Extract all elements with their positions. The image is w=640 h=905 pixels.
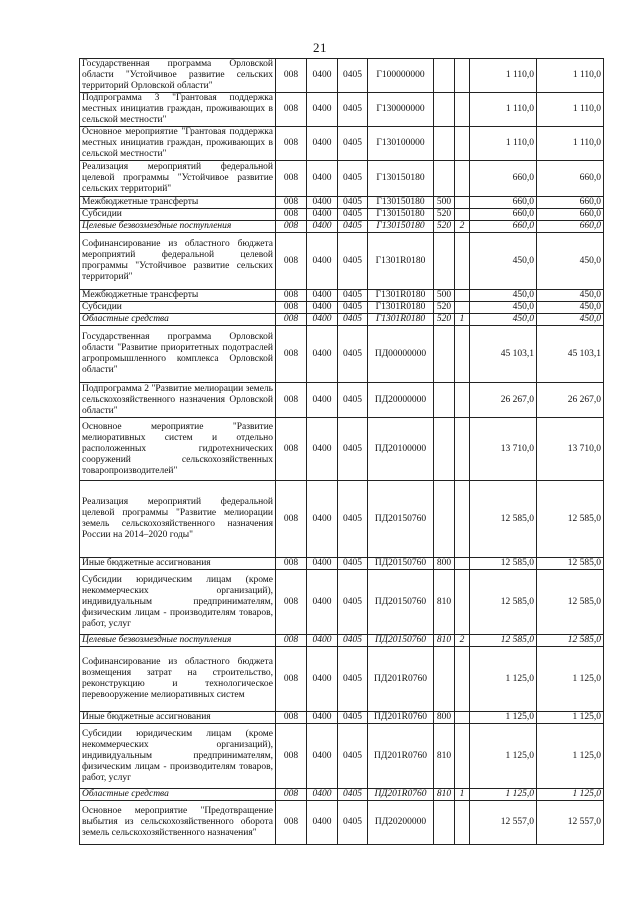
row-amount-year2: 1 110,0: [537, 59, 604, 93]
row-amount-year2: 660,0: [537, 161, 604, 197]
row-section-code: 0400: [307, 59, 338, 93]
row-section-code: 0400: [307, 635, 338, 647]
row-name: Межбюджетные трансферты: [80, 197, 276, 209]
row-amount-year1: 450,0: [470, 314, 537, 326]
row-target-article: Г130150180: [368, 197, 434, 209]
row-section-code: 0400: [307, 789, 338, 801]
row-name: Целевые безвозмездные поступления: [80, 635, 276, 647]
table-row: [80, 209, 604, 221]
row-funding-source: [455, 197, 470, 209]
row-amount-year2: 1 110,0: [537, 127, 604, 161]
row-expense-type: [434, 647, 455, 712]
row-subsection-code: 0405: [338, 383, 368, 418]
row-target-article: ПД00000000: [368, 326, 434, 383]
row-ministry-code: 008: [276, 724, 307, 789]
row-ministry-code: 008: [276, 59, 307, 93]
row-amount-year2: 450,0: [537, 302, 604, 314]
row-ministry-code: 008: [276, 314, 307, 326]
row-amount-year1: 1 125,0: [470, 724, 537, 789]
row-amount-year1: 12 585,0: [470, 635, 537, 647]
row-ministry-code: 008: [276, 161, 307, 197]
row-ministry-code: 008: [276, 647, 307, 712]
row-amount-year2: 45 103,1: [537, 326, 604, 383]
row-subsection-code: 0405: [338, 314, 368, 326]
row-section-code: 0400: [307, 558, 338, 570]
row-section-code: 0400: [307, 647, 338, 712]
row-funding-source: [455, 302, 470, 314]
row-subsection-code: 0405: [338, 724, 368, 789]
row-expense-type: 520: [434, 302, 455, 314]
row-funding-source: [455, 383, 470, 418]
table-row: [80, 93, 604, 127]
row-amount-year1: 1 125,0: [470, 647, 537, 712]
row-ministry-code: 008: [276, 570, 307, 635]
row-subsection-code: 0405: [338, 93, 368, 127]
row-name: Субсидии: [80, 209, 276, 221]
row-funding-source: 2: [455, 221, 470, 233]
row-funding-source: [455, 801, 470, 845]
row-amount-year2: 12 585,0: [537, 635, 604, 647]
table-row: [80, 302, 604, 314]
row-amount-year1: 12 557,0: [470, 801, 537, 845]
row-name: Иные бюджетные ассигнования: [80, 712, 276, 724]
row-section-code: 0400: [307, 197, 338, 209]
row-expense-type: [434, 127, 455, 161]
row-amount-year1: 660,0: [470, 221, 537, 233]
row-expense-type: 810: [434, 789, 455, 801]
row-ministry-code: 008: [276, 302, 307, 314]
row-target-article: ПД20100000: [368, 418, 434, 481]
row-target-article: Г130100000: [368, 127, 434, 161]
row-section-code: 0400: [307, 233, 338, 290]
row-amount-year2: 12 585,0: [537, 570, 604, 635]
row-ministry-code: 008: [276, 481, 307, 558]
row-section-code: 0400: [307, 383, 338, 418]
row-name: Основное мероприятие "Предотвращение выбытия из сельскохозяйственного оборота земель сельскохозяйственного назначения": [80, 801, 276, 845]
row-expense-type: 800: [434, 712, 455, 724]
row-amount-year1: 660,0: [470, 161, 537, 197]
row-amount-year2: 1 110,0: [537, 93, 604, 127]
row-funding-source: [455, 558, 470, 570]
row-subsection-code: 0405: [338, 290, 368, 302]
row-subsection-code: 0405: [338, 570, 368, 635]
row-amount-year2: 660,0: [537, 209, 604, 221]
row-expense-type: 800: [434, 558, 455, 570]
row-expense-type: 520: [434, 209, 455, 221]
table-row: [80, 789, 604, 801]
row-subsection-code: 0405: [338, 789, 368, 801]
row-amount-year2: 26 267,0: [537, 383, 604, 418]
row-expense-type: 500: [434, 290, 455, 302]
row-expense-type: 520: [434, 221, 455, 233]
row-subsection-code: 0405: [338, 481, 368, 558]
row-funding-source: [455, 712, 470, 724]
row-funding-source: 2: [455, 635, 470, 647]
row-amount-year2: 660,0: [537, 197, 604, 209]
row-target-article: Г130150180: [368, 209, 434, 221]
row-funding-source: [455, 326, 470, 383]
budget-table-body: [80, 59, 604, 845]
row-subsection-code: 0405: [338, 647, 368, 712]
row-subsection-code: 0405: [338, 127, 368, 161]
row-amount-year2: 1 125,0: [537, 712, 604, 724]
row-amount-year2: 450,0: [537, 233, 604, 290]
row-subsection-code: 0405: [338, 161, 368, 197]
row-subsection-code: 0405: [338, 197, 368, 209]
row-amount-year1: 450,0: [470, 290, 537, 302]
row-target-article: Г100000000: [368, 59, 434, 93]
row-subsection-code: 0405: [338, 221, 368, 233]
row-amount-year1: 26 267,0: [470, 383, 537, 418]
row-amount-year1: 450,0: [470, 302, 537, 314]
table-row: [80, 197, 604, 209]
row-amount-year2: 1 125,0: [537, 647, 604, 712]
row-amount-year2: 1 125,0: [537, 724, 604, 789]
row-name: Областные средства: [80, 789, 276, 801]
row-section-code: 0400: [307, 712, 338, 724]
row-target-article: Г1301R0180: [368, 233, 434, 290]
row-amount-year1: 450,0: [470, 233, 537, 290]
row-target-article: Г130000000: [368, 93, 434, 127]
row-section-code: 0400: [307, 161, 338, 197]
row-amount-year1: 12 585,0: [470, 558, 537, 570]
row-name: Государственная программа Орловской области "Устойчивое развитие сельских территорий Орловской области": [80, 59, 276, 93]
table-row: [80, 481, 604, 558]
table-row: [80, 570, 604, 635]
row-funding-source: [455, 290, 470, 302]
row-ministry-code: 008: [276, 789, 307, 801]
row-name: Иные бюджетные ассигнования: [80, 558, 276, 570]
row-funding-source: [455, 161, 470, 197]
row-expense-type: 810: [434, 724, 455, 789]
row-target-article: Г130150180: [368, 221, 434, 233]
row-amount-year2: 12 585,0: [537, 558, 604, 570]
row-expense-type: 810: [434, 570, 455, 635]
table-row: [80, 221, 604, 233]
table-row: [80, 801, 604, 845]
row-ministry-code: 008: [276, 93, 307, 127]
row-expense-type: 500: [434, 197, 455, 209]
row-amount-year1: 13 710,0: [470, 418, 537, 481]
row-funding-source: [455, 418, 470, 481]
row-amount-year1: 45 103,1: [470, 326, 537, 383]
row-name: Софинансирование из областного бюджета мероприятий федеральной целевой программы "Устойчивое развитие сельских территорий": [80, 233, 276, 290]
row-name: Подпрограмма 2 "Развитие мелиорации земель сельскохозяйственного назначения Орловской области": [80, 383, 276, 418]
row-expense-type: [434, 326, 455, 383]
row-name: Государственная программа Орловской области "Развитие приоритетных подотраслей агропромышленного комплекса Орловской области": [80, 326, 276, 383]
row-target-article: ПД201R0760: [368, 724, 434, 789]
row-expense-type: [434, 383, 455, 418]
row-funding-source: [455, 209, 470, 221]
row-ministry-code: 008: [276, 326, 307, 383]
row-target-article: ПД20150760: [368, 570, 434, 635]
row-amount-year1: 12 585,0: [470, 481, 537, 558]
row-section-code: 0400: [307, 570, 338, 635]
row-section-code: 0400: [307, 481, 338, 558]
row-target-article: ПД201R0760: [368, 789, 434, 801]
row-amount-year2: 12 557,0: [537, 801, 604, 845]
row-target-article: Г1301R0180: [368, 314, 434, 326]
table-row: [80, 383, 604, 418]
row-amount-year1: 1 110,0: [470, 59, 537, 93]
row-ministry-code: 008: [276, 712, 307, 724]
row-name: Целевые безвозмездные поступления: [80, 221, 276, 233]
row-name: Софинансирование из областного бюджета возмещения затрат на строительство, реконструкцию и технологическое перевооружение мелиоративных систем: [80, 647, 276, 712]
row-section-code: 0400: [307, 801, 338, 845]
table-row: [80, 127, 604, 161]
row-funding-source: [455, 570, 470, 635]
row-expense-type: [434, 59, 455, 93]
row-funding-source: [455, 93, 470, 127]
table-row: [80, 635, 604, 647]
row-section-code: 0400: [307, 221, 338, 233]
row-target-article: Г1301R0180: [368, 290, 434, 302]
row-section-code: 0400: [307, 209, 338, 221]
row-expense-type: [434, 481, 455, 558]
budget-table: [79, 58, 604, 845]
row-target-article: ПД20150760: [368, 481, 434, 558]
row-subsection-code: 0405: [338, 801, 368, 845]
page-number: 21: [313, 40, 327, 55]
row-expense-type: 810: [434, 635, 455, 647]
row-subsection-code: 0405: [338, 59, 368, 93]
row-funding-source: [455, 724, 470, 789]
row-target-article: ПД201R0760: [368, 647, 434, 712]
table-row: [80, 233, 604, 290]
table-row: [80, 418, 604, 481]
row-expense-type: [434, 418, 455, 481]
row-name: Межбюджетные трансферты: [80, 290, 276, 302]
row-target-article: ПД20150760: [368, 558, 434, 570]
row-amount-year2: 450,0: [537, 314, 604, 326]
row-ministry-code: 008: [276, 290, 307, 302]
row-ministry-code: 008: [276, 558, 307, 570]
row-amount-year1: 1 110,0: [470, 127, 537, 161]
table-row: [80, 712, 604, 724]
row-expense-type: [434, 161, 455, 197]
row-expense-type: 520: [434, 314, 455, 326]
row-section-code: 0400: [307, 302, 338, 314]
row-amount-year2: 13 710,0: [537, 418, 604, 481]
row-subsection-code: 0405: [338, 558, 368, 570]
row-subsection-code: 0405: [338, 326, 368, 383]
row-amount-year1: 1 110,0: [470, 93, 537, 127]
row-section-code: 0400: [307, 724, 338, 789]
row-section-code: 0400: [307, 314, 338, 326]
row-funding-source: 1: [455, 789, 470, 801]
row-name: Субсидии юридическим лицам (кроме некоммерческих организаций), индивидуальным предпринимателям, физическим лицам - производителям товаров, работ, услуг: [80, 570, 276, 635]
table-row: [80, 59, 604, 93]
row-name: Субсидии юридическим лицам (кроме некоммерческих организаций), индивидуальным предпринимателям, физическим лицам - производителям товаров, работ, услуг: [80, 724, 276, 789]
row-subsection-code: 0405: [338, 233, 368, 290]
row-target-article: Г1301R0180: [368, 302, 434, 314]
table-row: [80, 314, 604, 326]
row-amount-year1: 12 585,0: [470, 570, 537, 635]
row-ministry-code: 008: [276, 233, 307, 290]
row-section-code: 0400: [307, 127, 338, 161]
row-target-article: ПД20200000: [368, 801, 434, 845]
row-funding-source: [455, 127, 470, 161]
row-funding-source: [455, 647, 470, 712]
table-row: [80, 290, 604, 302]
table-row: [80, 161, 604, 197]
row-amount-year1: 660,0: [470, 209, 537, 221]
table-row: [80, 647, 604, 712]
row-expense-type: [434, 801, 455, 845]
row-name: Основное мероприятие "Развитие мелиоративных систем и отдельно расположенных гидротехнических сооружений сельскохозяйственных товаропроизводителей": [80, 418, 276, 481]
row-amount-year1: 660,0: [470, 197, 537, 209]
row-subsection-code: 0405: [338, 635, 368, 647]
row-section-code: 0400: [307, 290, 338, 302]
row-subsection-code: 0405: [338, 209, 368, 221]
row-name: Реализация мероприятий федеральной целевой программы "Устойчивое развитие сельских территорий": [80, 161, 276, 197]
table-row: [80, 558, 604, 570]
row-section-code: 0400: [307, 326, 338, 383]
row-amount-year1: 1 125,0: [470, 712, 537, 724]
row-name: Областные средства: [80, 314, 276, 326]
row-ministry-code: 008: [276, 801, 307, 845]
row-name: Реализация мероприятий федеральной целевой программы "Развитие мелиорации земель сельскохозяйственного назначения России на 2014–2020 годы": [80, 481, 276, 558]
row-amount-year2: 1 125,0: [537, 789, 604, 801]
row-ministry-code: 008: [276, 127, 307, 161]
row-amount-year2: 12 585,0: [537, 481, 604, 558]
row-name: Подпрограмма 3 "Грантовая поддержка местных инициатив граждан, проживающих в сельской местности": [80, 93, 276, 127]
row-ministry-code: 008: [276, 197, 307, 209]
table-row: [80, 326, 604, 383]
row-amount-year2: 450,0: [537, 290, 604, 302]
row-subsection-code: 0405: [338, 302, 368, 314]
row-subsection-code: 0405: [338, 418, 368, 481]
row-funding-source: [455, 233, 470, 290]
row-subsection-code: 0405: [338, 712, 368, 724]
row-amount-year2: 660,0: [537, 221, 604, 233]
row-ministry-code: 008: [276, 383, 307, 418]
row-ministry-code: 008: [276, 209, 307, 221]
row-target-article: ПД20000000: [368, 383, 434, 418]
row-section-code: 0400: [307, 93, 338, 127]
row-amount-year1: 1 125,0: [470, 789, 537, 801]
row-funding-source: [455, 481, 470, 558]
table-row: [80, 724, 604, 789]
row-section-code: 0400: [307, 418, 338, 481]
row-expense-type: [434, 233, 455, 290]
row-ministry-code: 008: [276, 635, 307, 647]
row-expense-type: [434, 93, 455, 127]
row-ministry-code: 008: [276, 418, 307, 481]
row-ministry-code: 008: [276, 221, 307, 233]
row-name: Основное мероприятие "Грантовая поддержка местных инициатив граждан, проживающих в сельской местности": [80, 127, 276, 161]
row-target-article: ПД201R0760: [368, 712, 434, 724]
row-funding-source: 1: [455, 314, 470, 326]
row-funding-source: [455, 59, 470, 93]
row-name: Субсидии: [80, 302, 276, 314]
row-target-article: ПД20150760: [368, 635, 434, 647]
row-target-article: Г130150180: [368, 161, 434, 197]
